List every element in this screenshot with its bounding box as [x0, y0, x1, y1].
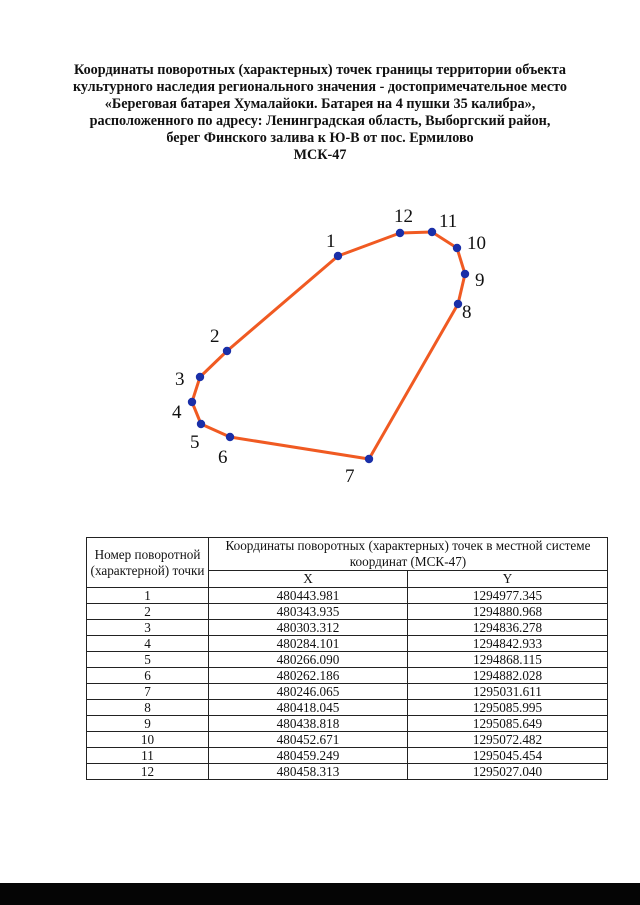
cell-point-number: 11	[87, 748, 209, 764]
table-row	[87, 700, 608, 716]
boundary-point-marker	[454, 300, 462, 308]
table-row	[87, 716, 608, 732]
table-row	[87, 684, 608, 700]
table-row	[87, 732, 608, 748]
boundary-point-marker	[334, 252, 342, 260]
cell-x: 480459.249	[209, 748, 408, 764]
cell-point-number: 8	[87, 700, 209, 716]
boundary-point-marker	[226, 433, 234, 441]
cell-point-number: 1	[87, 588, 209, 604]
cell-x: 480303.312	[209, 620, 408, 636]
cell-x: 480246.065	[209, 684, 408, 700]
boundary-point-marker	[396, 229, 404, 237]
table-row	[87, 652, 608, 668]
cell-point-number: 9	[87, 716, 209, 732]
boundary-point-marker	[196, 373, 204, 381]
title-line: «Береговая батарея Хумалайоки. Батарея на 4 пушки 35 калибра»,	[104, 96, 536, 112]
cell-point-number: 10	[87, 732, 209, 748]
header-y: Y	[408, 571, 608, 588]
cell-x: 480284.101	[209, 636, 408, 652]
boundary-point-marker	[188, 398, 196, 406]
cell-x: 480458.313	[209, 764, 408, 780]
cell-x: 480438.818	[209, 716, 408, 732]
boundary-point-label: 5	[190, 432, 200, 453]
cell-y: 1295045.454	[408, 748, 608, 764]
cell-y: 1295085.649	[408, 716, 608, 732]
boundary-point-marker	[453, 244, 461, 252]
cell-y: 1295085.995	[408, 700, 608, 716]
boundary-point-marker	[461, 270, 469, 278]
title-line: Координаты поворотных (характерных) точек границы территории объекта	[73, 62, 566, 78]
boundary-point-label: 7	[345, 466, 355, 487]
cell-y: 1295072.482	[408, 732, 608, 748]
coordinates-table	[86, 537, 608, 780]
cell-x: 480262.186	[209, 668, 408, 684]
cell-point-number: 12	[87, 764, 209, 780]
cell-y: 1294882.028	[408, 668, 608, 684]
boundary-point-label: 12	[394, 206, 413, 227]
title-line: берег Финского залива к Ю-В от пос. Ермилово	[166, 130, 474, 146]
boundary-point-marker	[197, 420, 205, 428]
header-x: X	[209, 571, 408, 588]
boundary-point-label: 4	[172, 402, 182, 423]
boundary-point-label: 3	[175, 369, 185, 390]
table-row	[87, 636, 608, 652]
cell-x: 480418.045	[209, 700, 408, 716]
boundary-point-marker	[428, 228, 436, 236]
header-point-number: Номер поворотной (характерной) точки	[87, 538, 209, 588]
cell-point-number: 2	[87, 604, 209, 620]
cell-y: 1294880.968	[408, 604, 608, 620]
cell-y: 1294868.115	[408, 652, 608, 668]
table-row	[87, 668, 608, 684]
boundary-point-label: 8	[462, 302, 472, 323]
table-row	[87, 764, 608, 780]
boundary-plan	[150, 195, 510, 495]
boundary-point-label: 10	[467, 233, 486, 254]
table-row	[87, 620, 608, 636]
cell-y: 1294836.278	[408, 620, 608, 636]
boundary-points	[172, 206, 486, 487]
title-line: расположенного по адресу: Ленинградская область, Выборгский район,	[89, 113, 551, 129]
cell-y: 1295031.611	[408, 684, 608, 700]
cell-point-number: 4	[87, 636, 209, 652]
cell-point-number: 3	[87, 620, 209, 636]
table-row	[87, 604, 608, 620]
cell-point-number: 7	[87, 684, 209, 700]
boundary-point-marker	[365, 455, 373, 463]
table-row	[87, 748, 608, 764]
cell-x: 480443.981	[209, 588, 408, 604]
boundary-point-label: 2	[210, 326, 220, 347]
scan-border	[0, 883, 640, 905]
cell-y: 1295027.040	[408, 764, 608, 780]
cell-x: 480266.090	[209, 652, 408, 668]
cell-x: 480343.935	[209, 604, 408, 620]
document-title	[40, 62, 600, 164]
boundary-point-marker	[223, 347, 231, 355]
table-body	[87, 588, 608, 780]
cell-y: 1294977.345	[408, 588, 608, 604]
table-row	[87, 588, 608, 604]
header-coordinates: Координаты поворотных (характерных) точек в местной системе координат (МСК-47)	[209, 538, 608, 571]
title-line: культурного наследия регионального значения - достопримечательное место	[72, 79, 568, 95]
title-line-crs: МСК-47	[293, 147, 347, 163]
boundary-point-label: 11	[439, 211, 458, 232]
cell-x: 480452.671	[209, 732, 408, 748]
cell-point-number: 6	[87, 668, 209, 684]
cell-point-number: 5	[87, 652, 209, 668]
boundary-point-label: 6	[218, 447, 228, 468]
cell-y: 1294842.933	[408, 636, 608, 652]
boundary-point-label: 9	[475, 270, 485, 291]
boundary-line	[192, 232, 465, 459]
boundary-point-label: 1	[326, 231, 336, 252]
